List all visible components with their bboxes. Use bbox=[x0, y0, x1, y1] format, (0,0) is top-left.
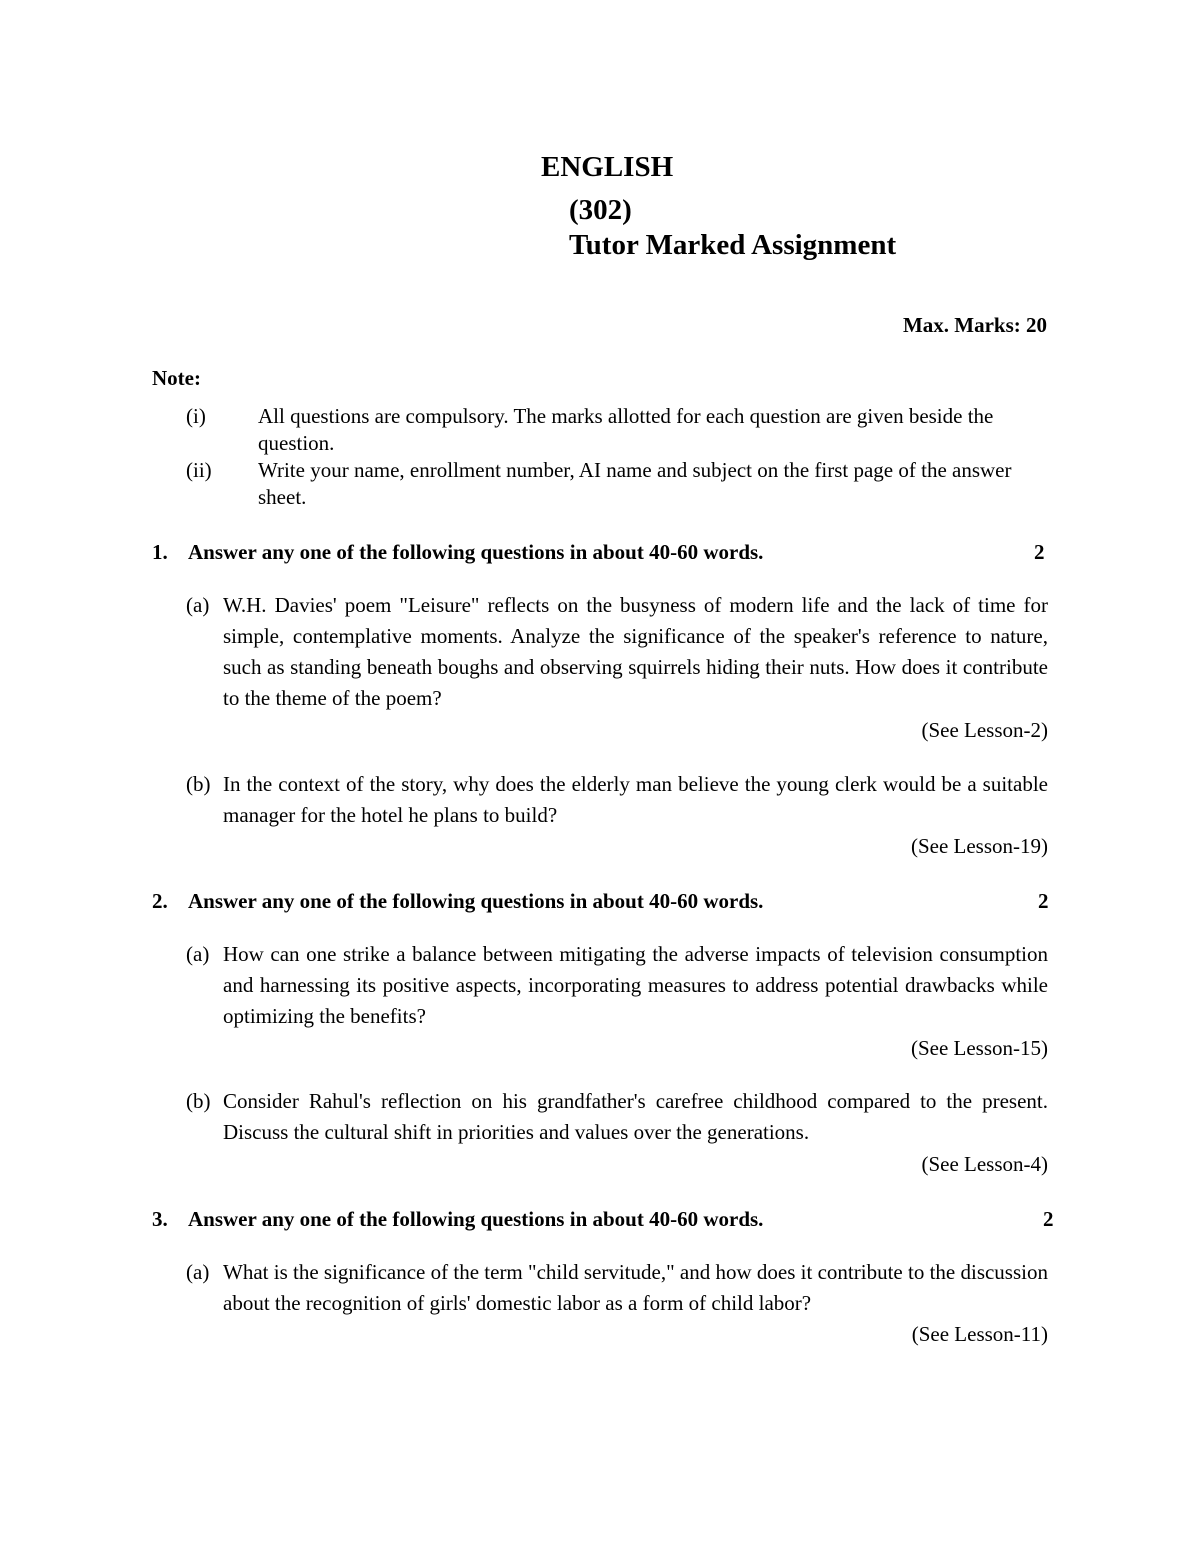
part-label: (b) bbox=[186, 772, 211, 796]
note-item-number: (i) bbox=[186, 404, 206, 428]
question-instruction: Answer any one of the following questions in about 40-60 words. bbox=[188, 540, 764, 564]
part-text: Consider Rahul's reflection on his grandfather's carefree childhood compared to the present. Discuss the cultural shift in priorities and values over the generations. bbox=[223, 1089, 1048, 1144]
question-part bbox=[186, 1257, 1048, 1319]
question-number: 1. bbox=[152, 540, 168, 564]
subject-title: ENGLISH bbox=[541, 151, 674, 183]
part-text: What is the significance of the term "child servitude," and how does it contribute to the discussion about the recognition of girls' domestic labor as a form of child labor? bbox=[223, 1260, 1048, 1315]
question-number: 3. bbox=[152, 1207, 168, 1231]
assignment-title: Tutor Marked Assignment bbox=[569, 229, 897, 261]
part-label: (a) bbox=[186, 942, 210, 966]
lesson-reference: (See Lesson-19) bbox=[910, 834, 1048, 858]
question-part bbox=[186, 590, 1048, 714]
lesson-reference: (See Lesson-11) bbox=[911, 1322, 1048, 1346]
note-item-text: All questions are compulsory. The marks allotted for each question are given beside the question. bbox=[258, 404, 994, 455]
question-instruction: Answer any one of the following questions in about 40-60 words. bbox=[188, 1207, 764, 1231]
max-marks: Max. Marks: 20 bbox=[902, 313, 1047, 337]
question-number: 2. bbox=[152, 889, 168, 913]
question-marks: 2 bbox=[1034, 540, 1045, 564]
question-marks: 2 bbox=[1038, 889, 1049, 913]
question-part bbox=[186, 1086, 1048, 1148]
lesson-reference: (See Lesson-4) bbox=[921, 1152, 1048, 1176]
question-part bbox=[186, 939, 1048, 1032]
lesson-reference: (See Lesson-2) bbox=[921, 718, 1048, 742]
part-text: How can one strike a balance between mitigating the adverse impacts of television consumption and harnessing its positive aspects, incorporating measures to address potential drawbacks while optimizing the benefits? bbox=[223, 942, 1048, 1028]
part-text: W.H. Davies' poem "Leisure" reflects on the busyness of modern life and the lack of time for simple, contemplative moments. Analyze the significance of the speaker's reference to nature, such as standing beneath boughs and observing squirrels hiding their nuts. How does it contribute to the theme of the poem? bbox=[223, 593, 1048, 710]
part-label: (b) bbox=[186, 1089, 211, 1113]
part-label: (a) bbox=[186, 1260, 210, 1284]
note-item-number: (ii) bbox=[186, 458, 212, 482]
lesson-reference: (See Lesson-15) bbox=[910, 1036, 1048, 1060]
part-text: In the context of the story, why does the elderly man believe the young clerk would be a suitable manager for the hotel he plans to build? bbox=[223, 772, 1048, 827]
question-marks: 2 bbox=[1043, 1207, 1054, 1231]
question-instruction: Answer any one of the following questions in about 40-60 words. bbox=[188, 889, 764, 913]
question-part bbox=[186, 769, 1048, 831]
note-label: Note: bbox=[152, 366, 201, 390]
note-item-text: Write your name, enrollment number, AI name and subject on the first page of the answer sheet. bbox=[258, 458, 1012, 509]
subject-code: (302) bbox=[569, 194, 632, 226]
part-label: (a) bbox=[186, 593, 210, 617]
